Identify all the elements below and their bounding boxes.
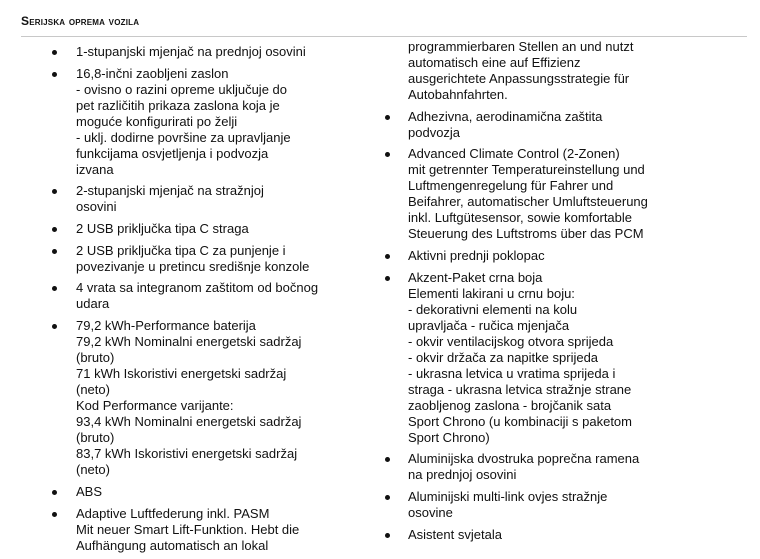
list-item-line: Aktivni prednji poklopac [408, 248, 545, 264]
bullet-icon [385, 276, 390, 281]
bullet-icon [52, 286, 57, 291]
right-column-list [330, 39, 648, 549]
list-item [330, 248, 630, 264]
list-item-line: 2 USB priključka tipa C straga [76, 221, 249, 237]
list-item [0, 44, 306, 60]
list-item-line: programmierbaren Stellen an und nutzt [408, 39, 634, 54]
bullet-icon [52, 490, 57, 495]
list-item [330, 109, 630, 141]
list-item-line: - ovisno o razini opreme uključuje do [76, 81, 287, 97]
list-item [330, 489, 630, 521]
list-item [0, 280, 319, 312]
heading-divider [21, 36, 747, 37]
list-item-line: - okvir ventilacijskog otvora sprijeda [408, 333, 614, 349]
list-item-line: ABS [76, 483, 103, 499]
list-item [330, 527, 630, 543]
list-item-line: mit getrennter Temperatureinstellung und [408, 162, 645, 178]
list-item-line: povezivanje u pretincu središnje konzole [76, 258, 310, 274]
list-item-line: 2-stupanjski mjenjač na stražnjoj [76, 183, 264, 199]
list-item-line: Adhezivna, aerodinamična zaštita [408, 108, 603, 124]
list-item [330, 146, 648, 242]
list-item-line: 93,4 kWh Nominalni energetski sadržaj [76, 414, 302, 430]
list-item [0, 66, 300, 178]
bullet-icon [385, 533, 390, 538]
bullet-icon [52, 189, 57, 194]
list-item-line: - uklj. dodirne površine za upravljanje [76, 129, 291, 145]
list-item-line: pet različitih prikaza zaslona koja je [76, 97, 280, 113]
list-item [330, 270, 630, 446]
list-item-line: 16,8-inčni zaobljeni zaslon [76, 65, 229, 81]
list-item-line: moguće konfigurirati po želji [76, 113, 238, 129]
list-item-line: - ukrasna letvica u vratima sprijeda i [408, 365, 616, 381]
list-item-line: Advanced Climate Control (2-Zonen) [408, 146, 620, 162]
bullet-icon [385, 152, 390, 157]
bullet-icon [52, 249, 57, 254]
bullet-icon [52, 324, 57, 329]
list-item-line: (neto) [76, 382, 110, 398]
list-item-line: Adaptive Luftfederung inkl. PASM [76, 505, 270, 521]
list-item-line: (neto) [76, 462, 110, 478]
bullet-icon [52, 227, 57, 232]
list-item [0, 318, 300, 478]
list-item-line: Sport Chrono (u kombinaciji s paketom [408, 413, 632, 429]
list-item [0, 221, 300, 237]
list-item-line: inkl. Luftgütesensor, sowie komfortable [408, 210, 633, 226]
bullet-icon [52, 50, 57, 55]
list-item-line: 2 USB priključka tipa C za punjenje i [76, 242, 286, 258]
bullet-icon [52, 512, 57, 517]
list-item [0, 183, 300, 215]
list-item-line: Autobahnfahrten. [408, 87, 508, 102]
list-item-line: Luftmengenregelung für Fahrer und [408, 178, 614, 194]
list-item-line: Sport Chrono) [408, 429, 490, 445]
list-item-line: straga - ukrasna letvica stražnje strane [408, 381, 632, 397]
bullet-icon [52, 72, 57, 77]
list-item-line: 79,2 kWh-Performance baterija [76, 318, 256, 334]
list-item-line: osovine [408, 505, 453, 521]
list-item-line: Elementi lakirani u crnu boju: [408, 285, 575, 301]
list-item-line: zaobljenog zaslona - brojčanik sata [408, 397, 612, 413]
list-item-line: automatisch eine auf Effizienz [408, 55, 581, 70]
list-item-line: udara [76, 296, 110, 312]
list-item-line: Beifahrer, automatischer Umluftsteuerung [408, 194, 648, 210]
list-item [330, 451, 640, 483]
bullet-icon [385, 457, 390, 462]
list-item-line: Kod Performance varijante: [76, 398, 234, 414]
list-item [0, 484, 300, 500]
list-item-line: 1-stupanjski mjenjač na prednjoj osovini [76, 44, 306, 59]
list-item-line: funkcijama osvjetljenja i podvozja [76, 145, 269, 161]
list-item-line: 83,7 kWh Iskoristivi energetski sadržaj [76, 446, 298, 462]
bullet-icon [385, 495, 390, 500]
list-item [0, 242, 310, 275]
list-item-line: 4 vrata sa integranom zaštitom od bočnog [76, 280, 319, 296]
list-item-line: upravljača - ručica mjenjača [408, 317, 570, 333]
section-heading: Serijska oprema vozila [21, 14, 140, 28]
list-item-line: Akzent-Paket crna boja [408, 269, 543, 285]
list-item-line: na prednjoj osovini [408, 467, 517, 483]
list-item-line: Aluminijska dvostruka poprečna ramena [408, 451, 640, 467]
bullet-icon [385, 115, 390, 120]
list-item-line: Steuerung des Luftstroms über das PCM [408, 226, 644, 242]
list-item-line: (bruto) [76, 350, 115, 366]
list-item-line: podvozja [408, 124, 461, 140]
bullet-icon [385, 254, 390, 259]
list-item-line: (bruto) [76, 430, 115, 446]
list-item-line: Mit neuer Smart Lift-Funktion. Hebt die [76, 521, 300, 537]
left-column-list [0, 44, 319, 559]
list-item-line: 79,2 kWh Nominalni energetski sadržaj [76, 334, 302, 350]
list-item-line: Aufhängung automatisch an lokal [76, 537, 269, 553]
list-item-line: - dekorativni elementi na kolu [408, 301, 578, 317]
list-item-line: Aluminijski multi-link ovjes stražnje [408, 489, 608, 505]
list-item-line: osovini [76, 199, 117, 215]
list-item [330, 39, 634, 103]
list-item-line: izvana [76, 161, 114, 177]
list-item-line: ausgerichtete Anpassungsstrategie für [408, 71, 630, 86]
list-item [0, 506, 300, 554]
list-item-line: 71 kWh Iskoristivi energetski sadržaj [76, 366, 287, 382]
list-item-line: - okvir držača za napitke sprijeda [408, 349, 599, 365]
list-item-line: Asistent svjetala [408, 526, 502, 542]
